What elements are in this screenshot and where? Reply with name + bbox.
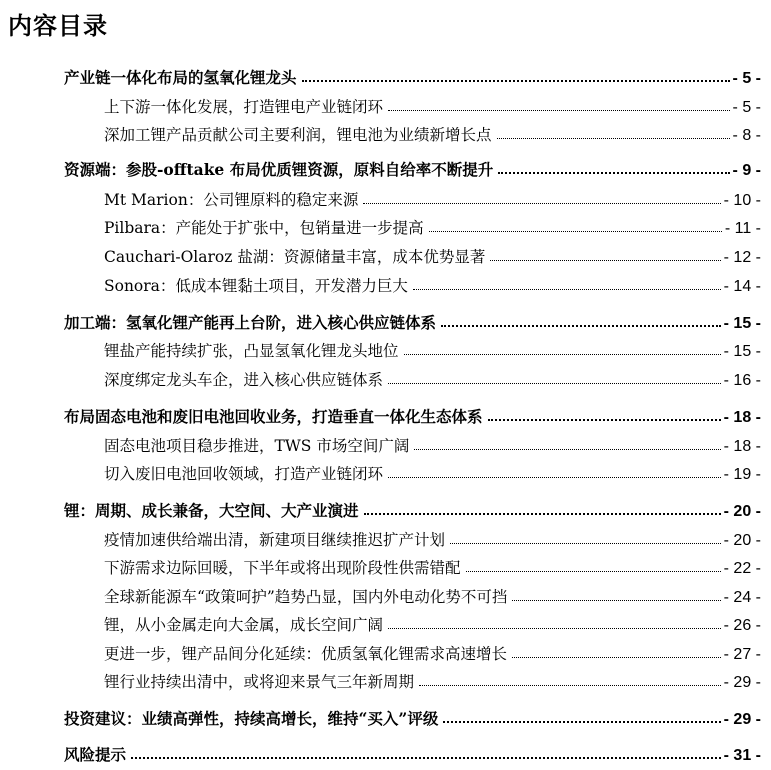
toc-entry-text: 产业链一体化布局的氢氧化锂龙头 [64,68,297,87]
toc-entry-page: - 9 - [732,162,761,179]
dot-leader [429,231,722,232]
toc-entry[interactable] [104,364,761,390]
dot-leader [388,477,721,478]
toc-entry[interactable] [104,638,761,664]
toc-entry-page: - 29 - [723,711,761,728]
toc-entry-text: Mt Marion：公司锂原料的稳定来源 [104,191,359,209]
toc-entry[interactable] [104,609,761,635]
toc-entry[interactable] [104,335,761,361]
toc-entry-page: - 11 - [724,220,761,237]
toc-entry-text: 固态电池项目稳步推进，TWS 市场空间广阔 [104,437,410,455]
dot-leader [443,721,720,723]
toc-entry[interactable] [64,739,761,765]
dot-leader [441,325,721,327]
dot-leader [131,757,721,759]
toc-entry[interactable] [104,581,761,607]
dot-leader [414,449,720,450]
toc-entry[interactable] [104,270,761,296]
toc-entry-text: 深度绑定龙头车企，进入核心供应链体系 [104,371,384,389]
toc-entry[interactable] [104,552,761,578]
dot-leader [466,571,721,572]
toc-entry[interactable] [104,458,761,484]
toc-entry-text: 锂行业持续出清中，或将迎来景气三年新周期 [104,673,415,691]
toc-entry-page: - 18 - [723,438,761,455]
toc-entry-page: - 12 - [723,249,761,266]
toc-entry-text: 资源端：参股-offtake 布局优质锂资源，原料自给率不断提升 [64,160,494,179]
dot-leader [497,138,730,139]
toc-entry[interactable] [104,430,761,456]
dot-leader [512,657,721,658]
toc-entry-page: - 20 - [723,503,761,520]
dot-leader [413,289,721,290]
toc-entry[interactable] [104,119,761,145]
toc-entry-page: - 15 - [723,315,761,332]
toc-entry-text: 更进一步，锂产品间分化延续：优质氢氧化锂需求高速增长 [104,645,508,663]
toc-entry-page: - 5 - [732,99,761,116]
toc-entry[interactable] [64,154,761,180]
toc-entry[interactable] [104,91,761,117]
dot-leader [450,543,721,544]
dot-leader [404,354,721,355]
toc-entry[interactable] [64,703,761,729]
toc-entry-page: - 8 - [732,127,761,144]
toc-entry-text: 下游需求边际回暖，下半年或将出现阶段性供需错配 [104,559,461,577]
dot-leader [490,260,720,261]
dot-leader [363,203,720,204]
page-title: 内容目录 [8,11,108,40]
toc-entry-text: 锂盐产能持续扩张，凸显氢氧化锂龙头地位 [104,342,399,360]
toc-entry-text: 锂，从小金属走向大金属，成长空间广阔 [104,616,384,634]
toc-entry-text: 切入废旧电池回收领域，打造产业链闭环 [104,465,384,483]
toc-entry[interactable] [104,524,761,550]
toc-entry-page: - 27 - [723,646,761,663]
toc-entry-page: - 20 - [723,532,761,549]
toc-entry-page: - 24 - [723,589,761,606]
toc-entry-text: Pilbara：产能处于扩张中，包销量进一步提高 [104,219,424,237]
toc-entry-text: Sonora：低成本锂黏土项目，开发潜力巨大 [104,277,408,295]
toc-entry[interactable] [104,184,761,210]
toc-entry-page: - 26 - [723,617,761,634]
toc-entry[interactable] [64,307,761,333]
dot-leader [419,685,721,686]
dot-leader [388,628,721,629]
toc-entry-page: - 14 - [723,278,761,295]
toc-entry-page: - 18 - [723,409,761,426]
dot-leader [388,110,730,111]
toc-entry[interactable] [104,241,761,267]
dot-leader [302,80,730,82]
dot-leader [498,172,729,174]
toc-entry-text: 深加工锂产品贡献公司主要利润，锂电池为业绩新增长点 [104,126,492,144]
toc-entry-text: 风险提示 [64,745,127,764]
dot-leader [364,513,721,515]
toc-entry-page: - 19 - [723,466,761,483]
toc-entry-page: - 16 - [723,372,761,389]
toc-entry-text: 疫情加速供给端出清，新建项目继续推迟扩产计划 [104,531,446,549]
dot-leader [512,600,720,601]
toc-entry-page: - 5 - [732,70,761,87]
toc-entry-text: 布局固态电池和废旧电池回收业务，打造垂直一体化生态体系 [64,407,483,426]
toc-entry[interactable] [64,62,761,88]
toc-entry[interactable] [104,666,761,692]
dot-leader [388,383,721,384]
toc-entry-text: Cauchari-Olaroz 盐湖：资源储量丰富，成本优势显著 [104,248,486,266]
toc-entry-text: 锂：周期、成长兼备，大空间、大产业演进 [64,501,359,520]
toc-entry-page: - 31 - [723,747,761,764]
toc-entry[interactable] [64,495,761,521]
toc-entry-page: - 15 - [723,343,761,360]
toc-entry-text: 上下游一体化发展，打造锂电产业链闭环 [104,98,384,116]
toc-entry-page: - 22 - [723,560,761,577]
toc-entry-text: 投资建议：业绩高弹性，持续高增长，维持“买入”评级 [64,709,439,728]
toc-entry-page: - 29 - [723,674,761,691]
dot-leader [488,419,721,421]
toc-entry-text: 全球新能源车“政策呵护”趋势凸显，国内外电动化势不可挡 [104,588,508,606]
toc-entry[interactable] [104,212,761,238]
toc-entry-page: - 10 - [723,192,761,209]
toc-entry-text: 加工端：氢氧化锂产能再上台阶，进入核心供应链体系 [64,313,437,332]
toc-entry[interactable] [64,401,761,427]
